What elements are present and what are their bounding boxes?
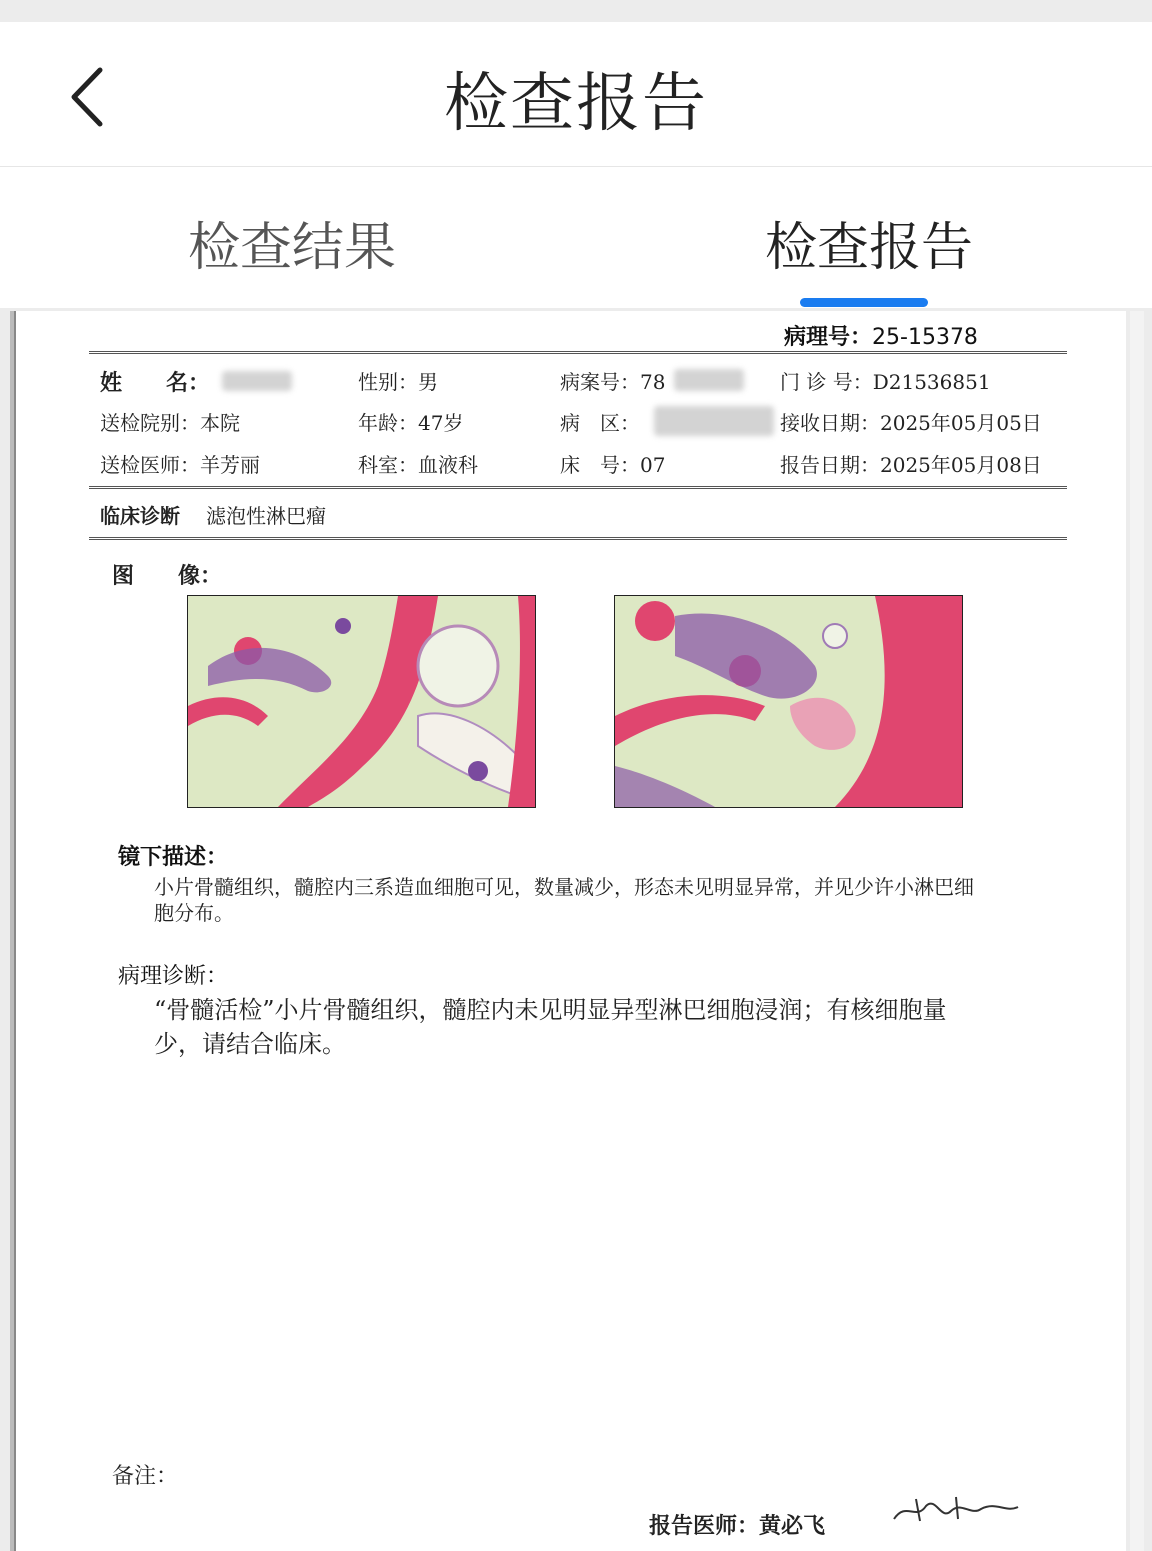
microscopic-description-label: 镜下描述：	[118, 844, 229, 870]
receive-date-field: 接收日期：2025年05月05日	[780, 411, 1042, 435]
pathology-diagnosis-text: “骨髓活检”小片骨髓组织，髓腔内未见明显异型淋巴细胞浸润；有核细胞量少，请结合临床。	[154, 996, 947, 1058]
document-edge	[1130, 311, 1144, 1551]
report-date-field: 报告日期：2025年05月08日	[780, 453, 1042, 477]
tab-exam-results[interactable]: 检查结果	[188, 218, 397, 278]
image-section-label: 图 像：	[112, 563, 223, 589]
report-doctor: 报告医师：黄必飞	[649, 1513, 826, 1539]
sending-doctor-field: 送检医师：羊芳丽	[100, 453, 260, 477]
divider	[89, 351, 1067, 354]
tab-bar	[0, 167, 1152, 308]
redacted-ward	[654, 406, 774, 436]
tab-exam-report[interactable]: 检查报告	[765, 218, 974, 278]
hospital-field: 送检院别：本院	[100, 411, 240, 435]
clinic-number-field: 门 诊 号：D21536851	[780, 370, 991, 394]
pathology-number-value: 25-15378	[872, 325, 978, 350]
divider	[89, 537, 1067, 540]
divider	[89, 486, 1067, 489]
bed-field: 床 号：07	[560, 453, 666, 477]
redacted-case-number	[674, 369, 744, 391]
clinical-diagnosis-label: 临床诊断	[100, 504, 180, 528]
pathology-number	[784, 320, 978, 351]
pathology-diagnosis-label: 病理诊断：	[118, 964, 229, 989]
histology-image-2	[614, 595, 963, 808]
active-tab-indicator	[800, 298, 928, 307]
gender-field: 性别：男	[358, 370, 438, 394]
redacted-name	[222, 371, 292, 391]
patient-name-label: 姓 名：	[100, 370, 211, 396]
page-title: 检查报告	[444, 67, 708, 141]
clinical-diagnosis-value: 滤泡性淋巴瘤	[206, 504, 326, 528]
histology-image-1	[187, 595, 536, 808]
case-number-field: 病案号：78	[560, 370, 666, 394]
department-field: 科室：血液科	[358, 453, 478, 477]
microscopic-description-text: 小片骨髓组织，髓腔内三系造血细胞可见，数量减少，形态未见明显异常，并见少许小淋巴细胞分布。	[154, 875, 974, 925]
age-field: 年龄：47岁	[358, 411, 464, 435]
doctor-signature	[886, 1491, 1026, 1531]
pathology-number-label: 病理号：	[784, 324, 873, 350]
report-document	[10, 311, 1126, 1551]
remark-label: 备注：	[112, 1464, 179, 1489]
app-header	[0, 22, 1152, 167]
status-bar	[0, 0, 1152, 22]
ward-field: 病 区：	[560, 411, 640, 435]
